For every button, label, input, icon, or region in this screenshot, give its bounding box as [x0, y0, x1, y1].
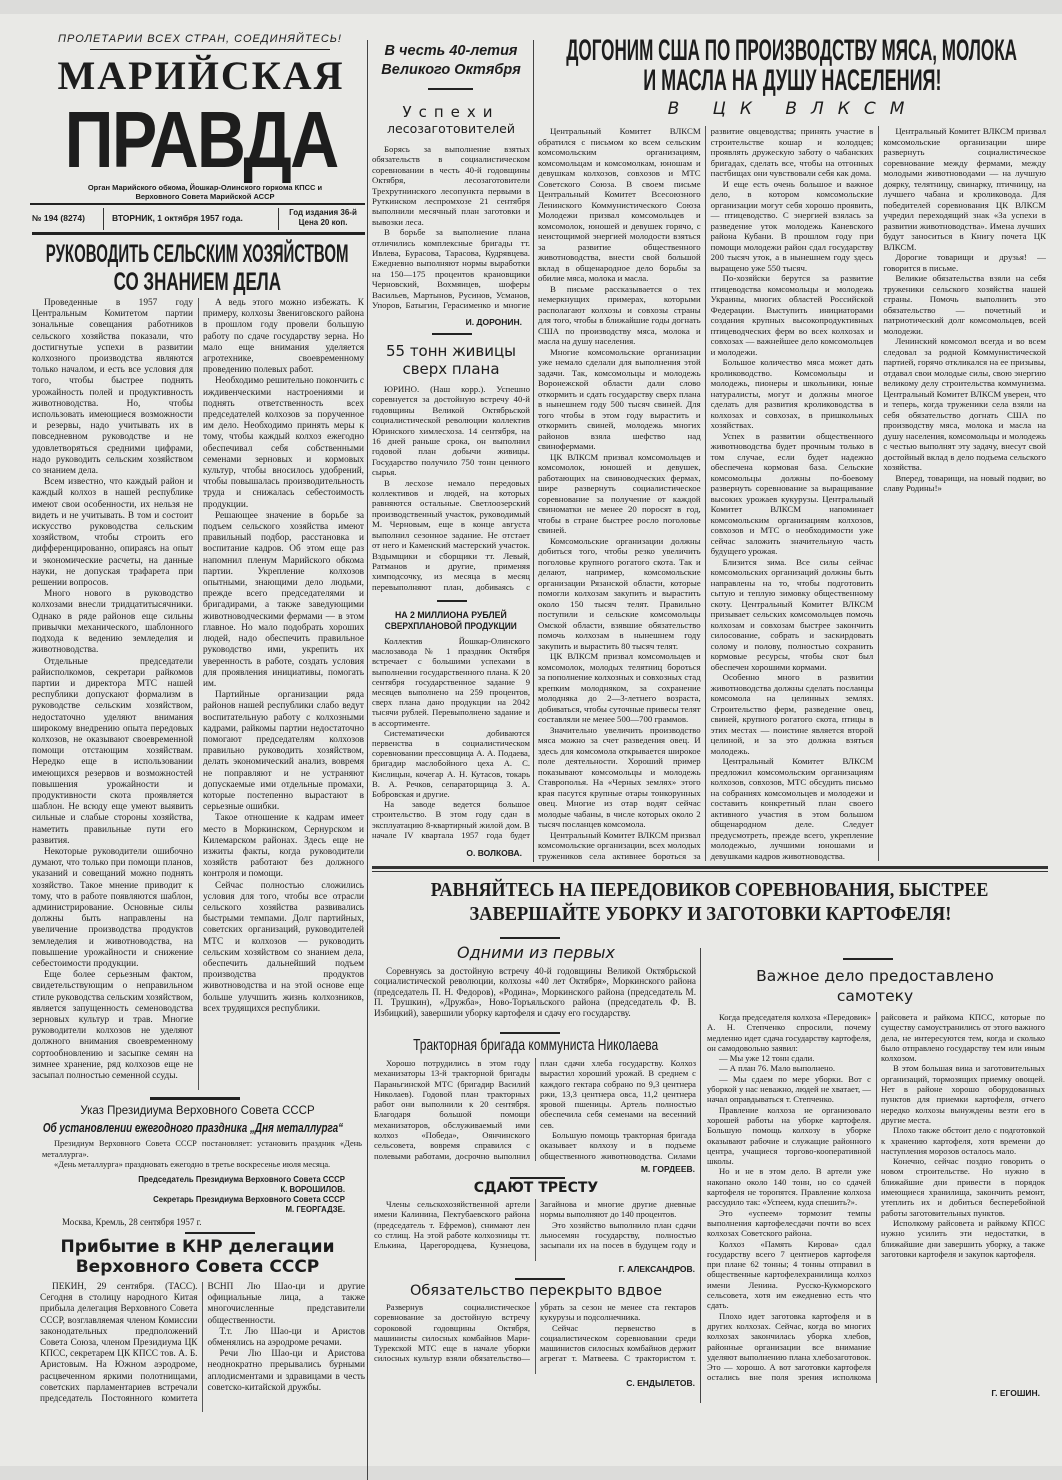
resin-headline-line2: сверх плана — [402, 360, 500, 378]
forest-signature: И. ДОРОНИН. — [465, 317, 522, 327]
neglect-article-body — [707, 1012, 1045, 1383]
paragraph: Такое отношение к кадрам имеет место в Моркинском, Сернурском и Килемарском районах. Здесь еще не изжиты факты, когда руководители хозяйств работают без должного контроля и помощи. — [203, 813, 364, 880]
paragraph: Колхоз «Память Кирова» сдал государству всего 7 центнеров картофеля при плане 62 тонны; 4 тонны отправил в общественные картофелехранилища колхоз имени Ленина. Русско-Кукморского сельсовета, хотя им ежедневно есть что сдать. — [707, 1238, 871, 1311]
resin-article-body — [372, 384, 530, 592]
paragraph: В лесхозе немало передовых коллективов и людей, на которых равняются остальные. Светлоозерский производственный участок, руководимый М. Черновым, еще в конце августа выполнил сезонное задание. Не отстает от него и Каменский мастерский участок. Вздымщики и сборщики тт. Левый, Ратманов и другие, применяя химподсочку, из месяца в месяц перевыполняют план, добиваясь с — [372, 477, 530, 592]
paragraph: Великие обязательства взяли на себя труженики сельского хозяйства нашей страны. Помочь выполнить это обязательство — почетный и патриотический долг комсомольцев, всей молодежи. — [883, 273, 1046, 336]
main-headline-line2: И МАСЛА НА ДУШУ НАСЕЛЕНИЯ! — [642, 64, 942, 97]
signer2-name: М. ГЕОРГАДЗЕ. — [285, 1205, 345, 1214]
paragraph: Центральный Комитет ВЛКСМ обратился с письмом ко всем сельским комсомольским организациям, комсомольцам и комсомолкам, юношам и девушкам колхозов, совхозов и МТС Советского Союза. В своем письме Центральный Комитет Всесоюзного Ленинского Коммунистического Союза Молодежи призвал комсомольцев и комсомолок, юношей и девушек горячо, с неистощимой энергией молодости взяться за развитие общественного животноводства, внести свой большой вклад в общенародное дело борьбы за обилие мяса, молока и масла. — [538, 126, 701, 283]
paragraph: И еще есть очень большое и важное дело, в котором комсомольские организации могут себя хорошо проявить, — птицеводство. С энергией взялась за разведение уток молодежь Каневского района Кубани. В прошлом году при помощи молодежи район сдал государству 200 тысяч уток, а в нынешнем году здесь выращено уже 550 тысяч. — [710, 178, 874, 273]
column-rule — [533, 40, 534, 862]
paragraph: Когда председателя колхоза «Передовик» А. Н. Степченко спросили, почему медленно идет сдача государству картофеля, он самодовольно заявил: — [707, 1012, 871, 1053]
paragraph: Плохо идет заготовка картофеля и в других колхозах. Сейчас, когда во многих колхозах закончилась уборка хлебов, районные организации все внимание уделяют выполнению плана хлебозаготовок. Это — хорошо. А вот заготовки картофеля остались вне поля зрения исполкома райсовета и райкома КПСС, которые по существу самоустранились от этого важного дела, не интересуются тем, когда и сколько было отправлено государству тем или иным колхозом. — [707, 1012, 1045, 1383]
paragraph: ПЕКИН, 29 сентября. (ТАСС). Сегодня в столицу народного Китая прибыла делегация Верховного Совета СССР, возглавляемая членом Комиссии законодательных предположений Совета Союза, членом Президиума ЦК КПСС, секретарем ЦК КПСС тов. А. Б. Аристовым. На Южном аэродроме, расцвеченном яркими полотнищами, советских парламентариев встречали председатель Постоянного комитета ВСНП Лю Шао-ци и другие официальные лица, а также многочисленные представители общественности. — [40, 1282, 365, 1405]
section-rule — [185, 1232, 255, 1234]
main-headline-line1: ДОГОНИМ США ПО ПРОИЗВОДСТВУ МЯСА, МОЛОКА — [566, 34, 1018, 67]
dairy-headline-line2: СВЕРХПЛАНОВОЙ ПРОДУКЦИИ — [385, 621, 517, 632]
paragraph: Конечно, сейчас поздно говорить о новом строительстве. Но нужно в ближайшие дни привести в порядок имеющиеся хранилища, закончить ремонт, утеплить их и добиться бесперебойной работы заготовительных пунктов. — [881, 1156, 1045, 1218]
paragraph: А ведь этого можно избежать. К примеру, колхозы Звениговского района в прошлом году провели большую работу по сдаче государству зерна. Но мало еще внимания уделяется агротехнике, своевременному проведению полевых работ. — [203, 298, 364, 376]
paragraph: ЮРИНО. (Наш корр.). Успешно соревнуется за достойную встречу 40-й годовщины Великой Октябрьской социалистической революции коллектив Юринского химлесхоза. 14 сентября, на 16 дней раньше срока, он выполнил годовой план добычи живицы. Государство получило 750 тонн ценного сырья. — [372, 384, 530, 478]
paragraph: Много нового в руководство колхозами внесли тридцатитысячники. Однако в ряде районов еще сильны привычки механического, шаблонного подхода к ведению земледелия и животноводства. — [32, 589, 193, 656]
column-rule — [700, 948, 701, 1403]
masthead-organ: Орган Марийского обкома, Йошкар-Олинского горкома КПСС и Верховного Совета Марийской АССР — [87, 183, 323, 201]
section-rule — [432, 333, 472, 335]
main-article-body — [538, 126, 1046, 861]
lead-headline — [30, 240, 365, 296]
ukaz-place-date: Москва, Кремль, 28 сентября 1957 г. — [62, 1217, 202, 1227]
section-rule — [510, 1177, 565, 1179]
lead-headline-line1: РУКОВОДИТЬ СЕЛЬСКИМ ХОЗЯЙСТВОМ — [46, 240, 349, 268]
forest-headline-line2: лесозаготовителей — [387, 121, 515, 136]
tractor-signature: М. ГОРДЕЕВ. — [640, 1164, 695, 1174]
section-rule — [150, 1097, 240, 1100]
paragraph: Сейчас первенство в социалистическом соревновании среди машинистов силосных комбайнов держит агрегат т. Матвеева. С трактористом т. — [540, 1322, 696, 1364]
paragraph: Борясь за выполнение взятых обязательств в социалистическом соревновании в честь 40-й годовщины Октября, лесозаготовители Трехрутнинского лесопункта первыми в Руткинском леспромхозе 21 сентября выполнили месячный план заготовки и вывозки леса. — [372, 144, 530, 227]
paragraph: ЦК ВЛКСМ призвал комсомольцев и комсомолок, молодых телятниц бороться за пополнение колхозных и совхозных стад крепким молодняком, за сохранение молодняка до 2—3-летнего возраста, добиваться, чтобы суточные привесы телят составляли не менее 500—700 граммов. — [538, 651, 701, 724]
paragraph: Плохо также обстоит дело с подготовкой к хранению картофеля, хотя времени до наступления морозов осталось мало. — [881, 1125, 1045, 1156]
resin-headline — [372, 342, 530, 378]
neglect-headline — [705, 966, 1045, 1006]
paragraph: Это «успеем» тормозит темпы выполнения картофелесдачи почти во всех колхозах Советского района. — [707, 1207, 871, 1239]
paragraph: Ленинский комсомол всегда и во всем следовал за родной Коммунистической партией, горячо откликался на ее призывы, отдавал свои молодые силы, свою энергию великому делу строительства коммунизма. Центральный Комитет ВЛКСМ уверен, что и теперь, когда труженики села взяли на себя обязательство догнать США по производству мяса, молока и масла на душу населения, комсомольцы и молодежь с честью выполнят эту задачу, внесут свой достойный вклад в дело подъема сельского хозяйства. — [883, 336, 1046, 472]
section-rule — [500, 1032, 560, 1034]
paragraph: Отдельные председатели райисполкомов, секретари райкомов партии и директора МТС нашей республики допускают формализм в руководстве сельским хозяйством, недостаточно уделяют внимания широкому внедрению опыта передовых колхозов, не оказывают своевременной помощи отстающим хозяйствам. Нередко еще в использовании имеющихся резервов и возможностей повышения урожайности и продуктивности скота проявляется шаблон. Не всюду еще умеют выявить сильные и слабые стороны хозяйства, наметить правильные пути его развития. — [32, 656, 193, 846]
paragraph: Некоторые руководители ошибочно думают, что только при помощи планов, указаний и совещаний можно поднять хозяйство. Такое мнение приводит к тому, что в работе появляются шаблон, администрирование. Основные силы должны быть направлены на увеличение производства продуктов земледелия и животноводства, на повышение урожайности и снижение себестоимости продукции. — [32, 846, 193, 969]
newspaper-title-line2: ПРАВДА — [64, 95, 338, 184]
section-rule — [500, 937, 560, 939]
china-headline-line2: Верховного Совета СССР — [75, 1257, 320, 1277]
ukaz-body — [42, 1139, 362, 1173]
harvest-headline — [372, 878, 1048, 926]
china-headline — [30, 1237, 365, 1277]
lead-article-body — [32, 298, 364, 1090]
paragraph: В этом большая вина и заготовительных организаций, тормозящих приемку овощей. Нет в районе хорошо оборудованных пунктов для приемки картофеля, отчего нередко колхозы вынуждены везти его в другие места. — [881, 1063, 1045, 1125]
section-rule — [428, 88, 473, 90]
neglect-headline-line1: Важное дело предоставлено — [756, 967, 994, 985]
paragraph: — А план 76. Мало выполнено. — [719, 1063, 836, 1074]
neglect-headline-line2: самотеку — [836, 987, 914, 1005]
paragraph: Это хозяйство выполнило план сдачи льносемян государству, полностью засыпали их на посев в будущем году и — [540, 1219, 696, 1251]
dairy-headline-line1: НА 2 МИЛЛИОНА РУБЛЕЙ — [395, 610, 507, 621]
paragraph: Еще более серьезным фактом, свидетельствующим о неправильном стиле руководства сельским хозяйством, является запущенность семеноводства зерновых культур и трав. Многие руководители колхозов не уделяют должного внимания своевременному сортообновлению и засыпке семян на зимнее хранение, ряд колхозов еще не засыпал полностью семенной ссуды. — [32, 970, 193, 1082]
paragraph: Комсомольские организации должны добиться того, чтобы резко увеличить поголовье крупного рогатого скота. Так и делают, например, комсомольские организации Рязанской области, которые помогли колхозам закупить и вырастить около 150 тысяч телят. Правильно поступили и сельские комсомольцы Омской области, взявшие обязательство помочь колхозам в нынешнем году закупить и вырастить 80 тысяч телят. — [538, 535, 701, 651]
paragraph: «День металлурга» праздновать ежегодно в третье воскресенье июля месяца. — [54, 1160, 331, 1169]
paragraph: Правление колхоза не организовало хорошей работы на уборке картофеля. Большую помощь колхозу в уборке оказывают рабочие и служащие районного центра, учащиеся торгово-кооперативной школы. — [707, 1104, 871, 1167]
section-rule — [843, 958, 893, 960]
tractor-headline-box — [372, 1036, 700, 1056]
ukaz-headline-box — [20, 1120, 365, 1136]
paragraph: Президиум Верховного Совета СССР постановляет: установить праздник «День металлурга». — [42, 1139, 362, 1159]
section-double-rule — [372, 866, 1048, 869]
paragraph: Центральный Комитет ВЛКСМ призвал комсомольские организации, всех молодых тружеников села активнее бороться за развитие овцеводства; принять участие в строительстве кошар и колодцев; проявлять дружескую заботу о чабанских бригадах, сделать все, чтобы на отгонных пастбищах они чувствовали себя как дома. — [538, 126, 874, 861]
first-article-body — [374, 966, 696, 1029]
paragraph: Коллектив Йошкар-Олинского маслозавода № 1 праздник Октября встречает с большими успехами в выполнении государственного плана. К 20 сентября государственное задание 9 месяцев выполнено на 259 процентов, сверх плана дано продукции на 2042 тысячи рублей. Перевыполнено задание и в ассортименте. — [372, 636, 530, 728]
flax-signature: Г. АЛЕКСАНДРОВ. — [618, 1264, 695, 1274]
forest-headline — [372, 103, 530, 137]
paragraph: Т.т. Лю Шао-ци и Аристов обменялись на аэродроме речами. — [207, 1326, 365, 1349]
paragraph: Всем известно, что каждый район и каждый колхоз в нашей республике имеют свои особенности, их нельзя не видеть и не учитывать. В том и состоит искусство руководства сельским хозяйством, чтобы строить его дифференцированно, опираясь на опыт и экономические расчеты, на данные науки, не допуская трафарета при решении вопросов. — [32, 477, 193, 589]
paragraph: Центральный Комитет ВЛКСМ предложил комсомольским организациям колхозов, совхозов, МТС обсудить письмо на собраниях комсомольцев и молодежи и составить конкретный план своего активного участия в этом большом общенародном деле. Следует предусмотреть, прежде всего, укрепление молодежью, лучшими юношами и девушками кадров животноводства. — [710, 756, 874, 861]
pledge-signature: С. ЕНДЫЛЕТОВ. — [626, 1378, 695, 1388]
masthead-slogan: ПРОЛЕТАРИИ ВСЕХ СТРАН, СОЕДИНЯЙТЕСЬ! — [58, 33, 342, 45]
paragraph: Партийные организации ряда районов нашей республики слабо ведут воспитательную работу с колхозными кадрами, райкомы партии недостаточно помогают председателям колхозов правильно руководить хозяйством, делать экономический анализ, вовремя не поправляют и не устраняют допускаемые ими отдельные промахи, которые постепенно вырастают в серьезные ошибки. — [203, 690, 364, 813]
china-article-body — [40, 1282, 365, 1412]
main-subhead: В ЦК ВЛКСМ — [667, 99, 919, 119]
paragraph: Большую помощь тракторная бригада оказывает колхозу и в подъеме общественного животноводства. Силами — [540, 1130, 696, 1161]
rubric-line2: Великого Октября — [381, 62, 521, 78]
paragraph: По-хозяйски берутся за развитие птицеводства комсомольцы и молодежь Украины, многих областей Российской Федерации. Выступить инициаторами создания крупных высокопродуктивных птицеводческих ферм во всех колхозах и совхозах — важнейшее дело комсомольцев и молодежи. — [710, 273, 874, 357]
dairy-signature: О. ВОЛКОВА. — [466, 848, 522, 858]
anniversary-rubric — [372, 42, 530, 80]
paragraph: Успех в развитии общественного животноводства будет прочным только в том случае, если будет надежно обеспечена кормовая база. Сельские комсомольцы должны по-боевому развернуть соревнование за выращивание высоких урожаев кукурузы. Центральный Комитет ВЛКСМ напоминает комсомольским организациям колхозов, совхозов и МТС о необходимости уже сейчас заложить значительную часть будущего урожая. — [710, 430, 874, 556]
rubric-line1: В честь 40-летия — [384, 43, 518, 59]
column-rule — [367, 40, 368, 1480]
first-headline: Одними из первых — [456, 943, 616, 962]
paragraph: Хорошо потрудились в этом году механизаторы 13-й тракторной бригады Параньгинской МТС (бригадир Василий Николаев). Годовой план тракторных работ они выполнили к 20 сентября. Благодаря большой помощи механизаторов, обслуживаемый ими колхоз «Победа», Оянчинского сельсовета, вовремя справился с полевыми работами, досрочно выполнил план сдачи хлеба государству. Колхоз вырастил хороший урожай. В среднем с каждого гектара собрано по 9,3 центнера ржи, 13,3 центнера овса, 11,2 центнера яровой пшеницы. Артель полностью обеспечила себя семенами на весенний сев. — [374, 1058, 696, 1161]
ukaz-kicker: Указ Президиума Верховного Совета СССР — [80, 1105, 315, 1117]
issue-date: ВТОРНИК, 1 октября 1957 года. — [112, 213, 243, 223]
paragraph: Члены сельскохозяйственной артели имени Калинина, Пектубаевского района (председатель т. Ефремов), снимают лен со стлищ. На этой работе колхозницы тт. Елькина, Царегородцева, Кузнецова, Загайнова и многие другие дневные нормы выполняют до 140 процентов. — [374, 1199, 696, 1251]
neglect-signature: Г. ЕГОШИН. — [991, 1388, 1040, 1398]
paragraph: Соревнуясь за достойную встречу 40-й годовщины Великой Октябрьской социалистической революции, колхозы «40 лет Октября», Моркинского района (председатель П. Н. Федоров), «Родина», Моркинского района (председатель М. П. Трушкин), «Дружба», Ново-Торъяльского района (председатель Ф. В. Избицкий), завершили уборку картофеля и сдачу его государству. — [374, 966, 696, 1018]
tractor-headline: Тракторная бригада коммуниста Николаева — [413, 1037, 659, 1054]
slogan-underline — [90, 49, 330, 50]
ukaz-signatures — [60, 1175, 345, 1215]
paragraph: Вперед, товарищи, на новый подвиг, во славу Родины!» — [883, 472, 1046, 493]
signer2-title: Секретарь Президиума Верховного Совета СССР — [153, 1195, 345, 1204]
paragraph: Особенно много в развитии животноводства должны сделать посланцы комсомола на целинных землях. Строительство ферм, разведение овец, свиней, крупного рогатого скота, птицы в этих местах — поистине является второй целиной, и за это должна взяться молодежь. — [710, 672, 874, 756]
dairy-article-body — [372, 636, 530, 840]
harvest-headline-line2: ЗАВЕРШАЙТЕ УБОРКУ И ЗАГОТОВКИ КАРТОФЕЛЯ! — [469, 903, 951, 925]
masthead-bottom-rule — [32, 232, 365, 235]
issue-meta — [282, 208, 364, 228]
paragraph: Речи Лю Шао-ци и Аристова неоднократно прерывались бурными аплодисментами и здравицами в честь советско-китайской дружбы. — [207, 1349, 365, 1393]
china-headline-line1: Прибытие в КНР делегации — [60, 1237, 335, 1257]
paragraph: Дорогие товарищи и друзья! — говорится в письме. — [883, 252, 1046, 273]
paragraph: Сейчас полностью сложились условия для того, чтобы все отрасли сельского хозяйства развивались быстрыми темпами. Долг партийных, советских организаций, руководителей МТС и колхозов — руководить сельским хозяйством со знанием дела, обеспечить дальнейший подъем производства продуктов животноводства и на этой основе еще больше улучшить жизнь колхозников, всех трудящихся республики. — [203, 880, 364, 1014]
paragraph: Развернув социалистическое соревнование за достойную встречу сороковой годовщины Октября, машинисты силосных комбайнов Мари-Турекской МТС еще в начале уборки силосных культур взяли обязательство—убрать за сезон не менее ста гектаров кукурузы и подсолнечника. — [374, 1302, 696, 1364]
masthead-rule — [30, 203, 365, 205]
lead-headline-line2: СО ЗНАНИЕМ ДЕЛА — [113, 268, 282, 296]
paragraph: ЦК ВЛКСМ призвал комсомольцев и комсомолок, юношей и девушек, работающих на свиноводческих фермах, шире развернуть социалистическое соревнование за получение от каждой свиноматки не менее 20 поросят в год, чтобы в стране быстрее росло поголовье свиней. — [538, 451, 701, 535]
section-rule — [515, 1278, 565, 1280]
forest-article-body — [372, 144, 530, 310]
issue-price: Цена 20 коп. — [298, 218, 348, 227]
paragraph: Центральный Комитет ВЛКСМ призвал комсомольские организации шире развернуть социалистическое соревнование между фермами, между молодыми животноводами — на лучшую доярку, телятницу, свинарку, птичницу, на лучшего чабана и кроликовода. Для победителей соревнования ЦК ВЛКСМ учредил переходящий знак «За успехи в развитии животноводства». Имена лучших будут заноситься в Книгу почета ЦК ВЛКСМ. — [883, 126, 1046, 252]
paragraph: В борьбе за выполнение плана отличились комплексные бригады тт. Ивлева, Бурасова, Тарасова, Кудрявцева. Ежедневно выполняют нормы выработки на 150—175 процентов крановщики Черновский, Вохмянцев, шоферы Васильев, Мартынов, Русинов, Усманов, Упоров, Батыгин, Герасименко и многие — [372, 227, 530, 310]
divider — [278, 208, 279, 230]
ukaz-headline: Об установлении ежегодного праздника „Дня металлурга“ — [42, 1120, 343, 1135]
signer1-name: К. ВОРОШИЛОВ. — [280, 1185, 345, 1194]
section-rule — [437, 600, 467, 602]
dairy-headline — [372, 610, 530, 632]
paragraph: Систематически добиваются первенства в социалистическом соревновании прессовщица А. А. Подаева, бригадир маслобойного цеха А. С. Кислицын, кочегар А. Н. Кутасов, токарь В. А. Речков, сепараторщица З. А. Бобровская и другие. — [372, 727, 530, 800]
harvest-headline-line1: РАВНЯЙТЕСЬ НА ПЕРЕДОВИКОВ СОРЕВНОВАНИЯ, БЫСТРЕЕ — [431, 879, 989, 901]
tractor-article-body — [374, 1058, 696, 1161]
flax-headline: СДАЮТ ТРЕСТУ — [473, 1180, 599, 1196]
paragraph: Проведенные в 1957 году Центральным Комитетом партии зональные совещания работников сельского хозяйства показали, что достигнутые успехи в развитии колхозного производства являются только началом, и есть все условия для того, чтобы быстрее поднять урожайность полей и продуктивность животноводства. Но, чтобы использовать имеющиеся возможности и резервы, надо учитывать их в повседневном руководстве и не удовлетворяться средними цифрами, надо руководить сельским хозяйством со знанием дела. — [32, 298, 193, 477]
paragraph: На заводе ведется большое строительство. В этом году сдан в эксплуатацию 8-квартирный жилой дом. В начале IV квартала 1957 года будет — [372, 799, 530, 840]
newspaper-title-logo — [36, 95, 366, 184]
resin-headline-line1: 55 тонн живицы — [385, 342, 517, 360]
paragraph: Многие комсомольские организации уже немало сделали для выполнения этой задачи. Так, комсомольцы и молодежь Воронежской области дали слово откормить и сдать государству сверх плана в нынешнем году 500 тысяч свиней. Для того чтобы в этом году вырастить и откормить свиней, молодежь многих районов взяла шефство над свинофермами. — [538, 346, 701, 451]
paragraph: Решающее значение в борьбе за подъем сельского хозяйства имеют правильный подбор, расстановка и воспитание кадров. Об этом еще раз напомнил пленум Марийского обкома партии. Укрепление колхозов опытными, знающими дело людьми, прежде всего председателями и бригадирами, а также заведующими животноводческими фермами — в этом главное. Но мало подобрать хороших людей, надо обеспечить правильное руководство ими, укрепить их уверенность в работе, создать условия для проявления инициативы, помогать им. — [203, 510, 364, 689]
issue-number: № 194 (8274) — [32, 213, 85, 223]
pledge-article-body — [374, 1302, 696, 1374]
paragraph: Близится зима. Все силы сейчас комсомольских организаций должны быть направлены на то, чтобы подготовить сытую и теплую зимовку общественному скоту. Центральный Комитет ВЛКСМ призывает сельских комсомольцев помочь колхозам и совхозам быстрее закончить силосование, собрать и заскирдовать солому и полову, полностью сохранить кормовые ресурсы, чтобы скот был обеспечен хорошими кормами. — [710, 556, 874, 672]
paragraph: Большое количество мяса может дать кролиководство. Комсомольцы и молодежь, пионеры и школьники, юные натуралисты, могут и должны многое сделать для развития кролиководства в колхозах и совхозах, в пришкольных хозяйствах. — [710, 357, 874, 430]
flax-article-body — [374, 1199, 696, 1261]
paragraph: — Мы сдаем по мере уборки. Вот с уборкой у нас неважно, людей не хватает, — начал оправдываться т. Степченко. — [707, 1073, 871, 1105]
section-double-rule — [372, 871, 1048, 872]
pledge-headline: Обязательство перекрыто вдвое — [409, 1283, 663, 1299]
paragraph: Исполкому райсовета и райкому КПСС нужно усилить эти недостатки, в ближайшие дни завершить уборку, а также заготовки картофеля и закупок картофеля. — [881, 1217, 1045, 1259]
paragraph: — Мы уже 12 тонн сдали. — [719, 1053, 815, 1064]
paragraph: Но и не в этом дело. В артели уже накопано около 140 тонн, но со сдачей картофеля не торопятся. Правление колхоза рассудило так: «Успеем, куда спешить?». — [707, 1166, 871, 1208]
paragraph: В письме рассказывается о тех немеркнущих примерах, которыми располагают колхозы и совхозы страны для того, чтобы в ближайшие годы догнать США по производству мяса, молока и масла на душу населения. — [538, 283, 701, 346]
signer1-title: Председатель Президиума Верховного Совета СССР — [138, 1175, 345, 1184]
paragraph: Необходимо решительно покончить с иждивенческими настроениями и поднять ответственность всех председателей колхозов за порученное им дело. Необходимо принять меры к тому, чтобы каждый колхоз ежегодно обеспечивал себя собственными семенами зерновых и кормовых культур, чтобы вносилось удобрений, чтобы повышалась производительность труда и снижалась себестоимость продукции. — [203, 376, 364, 510]
forest-headline-line1: Успехи — [402, 103, 500, 121]
newspaper-title-line1: МАРИЙСКАЯ — [57, 53, 345, 98]
paragraph: Значительно увеличить производство мяса можно за счет разведения овец. И здесь для комсомола открывается широкое поле деятельности. Хороший пример показывают комсомольцы и молодежь Ставрополья. На «Черных землях» этого края пасутся крупные отары тонкорунных овец. Многие из отар водят сейчас молодые чабаны, в числе которых около 2 тысяч посланцев комсомола. — [538, 724, 701, 829]
year-of-publication: Год издания 36-й — [289, 208, 357, 217]
main-headline — [538, 36, 1046, 96]
divider — [103, 208, 104, 230]
